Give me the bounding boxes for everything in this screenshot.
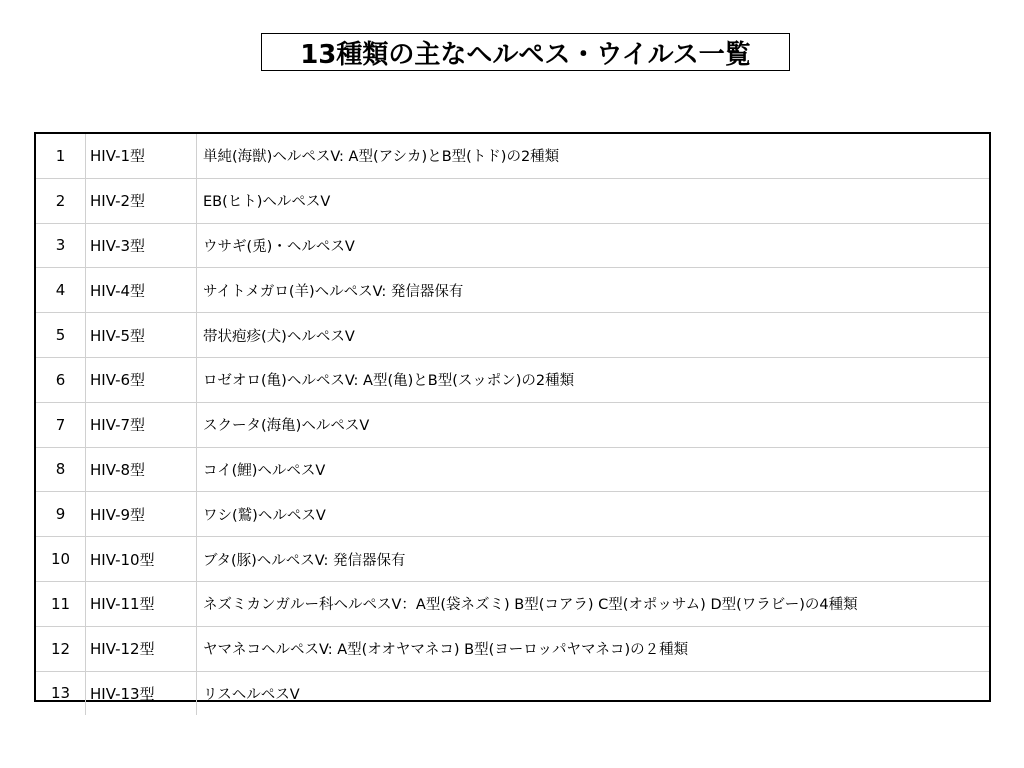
row-number: 9: [36, 492, 86, 537]
virus-description: 帯状疱疹(犬)ヘルペスV: [197, 313, 990, 358]
virus-description: ワシ(鷲)ヘルペスV: [197, 492, 990, 537]
virus-type: HIV-10型: [86, 537, 197, 582]
virus-type: HIV-4型: [86, 268, 197, 313]
virus-description: リスヘルペスV: [197, 671, 990, 715]
table-row: [36, 313, 989, 358]
virus-type: HIV-3型: [86, 223, 197, 268]
virus-type: HIV-2型: [86, 178, 197, 223]
row-number: 13: [36, 671, 86, 715]
table-row: [36, 671, 989, 715]
row-number: 1: [36, 134, 86, 178]
table-row: [36, 223, 989, 268]
virus-description: EB(ヒト)ヘルペスV: [197, 178, 990, 223]
row-number: 5: [36, 313, 86, 358]
row-number: 6: [36, 357, 86, 402]
row-number: 12: [36, 626, 86, 671]
table-row: [36, 357, 989, 402]
page-title: 13種類の主なヘルペス・ウイルス一覧: [261, 33, 790, 71]
row-number: 4: [36, 268, 86, 313]
row-number: 10: [36, 537, 86, 582]
virus-description: ネズミカンガルー科ヘルペスV：A型(袋ネズミ) B型(コアラ) C型(オポッサム) D型(ワラビー)の4種類: [197, 581, 990, 626]
virus-type: HIV-5型: [86, 313, 197, 358]
virus-description: サイトメガロ(羊)ヘルペスV: 発信器保有: [197, 268, 990, 313]
table-row: [36, 268, 989, 313]
virus-type: HIV-9型: [86, 492, 197, 537]
virus-type: HIV-13型: [86, 671, 197, 715]
table-row: [36, 134, 989, 178]
virus-description: ウサギ(兎)・ヘルペスV: [197, 223, 990, 268]
table-row: [36, 581, 989, 626]
virus-description: ヤマネコヘルペスV: A型(オオヤマネコ) B型(ヨーロッパヤマネコ)の２種類: [197, 626, 990, 671]
row-number: 8: [36, 447, 86, 492]
row-number: 2: [36, 178, 86, 223]
table-row: [36, 402, 989, 447]
virus-description: 単純(海獣)ヘルペスV: A型(アシカ)とB型(トド)の2種類: [197, 134, 990, 178]
row-number: 3: [36, 223, 86, 268]
virus-table: [36, 134, 989, 715]
virus-description: スクータ(海亀)ヘルペスV: [197, 402, 990, 447]
virus-type: HIV-6型: [86, 357, 197, 402]
virus-type: HIV-12型: [86, 626, 197, 671]
table-body: [36, 134, 989, 715]
table-row: [36, 626, 989, 671]
virus-description: ロゼオロ(亀)ヘルペスV: A型(亀)とB型(スッポン)の2種類: [197, 357, 990, 402]
virus-type: HIV-1型: [86, 134, 197, 178]
virus-type: HIV-7型: [86, 402, 197, 447]
row-number: 11: [36, 581, 86, 626]
row-number: 7: [36, 402, 86, 447]
virus-type: HIV-11型: [86, 581, 197, 626]
herpes-virus-table: [34, 132, 991, 702]
virus-type: HIV-8型: [86, 447, 197, 492]
table-row: [36, 537, 989, 582]
table-row: [36, 178, 989, 223]
table-row: [36, 492, 989, 537]
virus-description: ブタ(豚)ヘルペスV: 発信器保有: [197, 537, 990, 582]
table-row: [36, 447, 989, 492]
virus-description: コイ(鯉)ヘルペスV: [197, 447, 990, 492]
